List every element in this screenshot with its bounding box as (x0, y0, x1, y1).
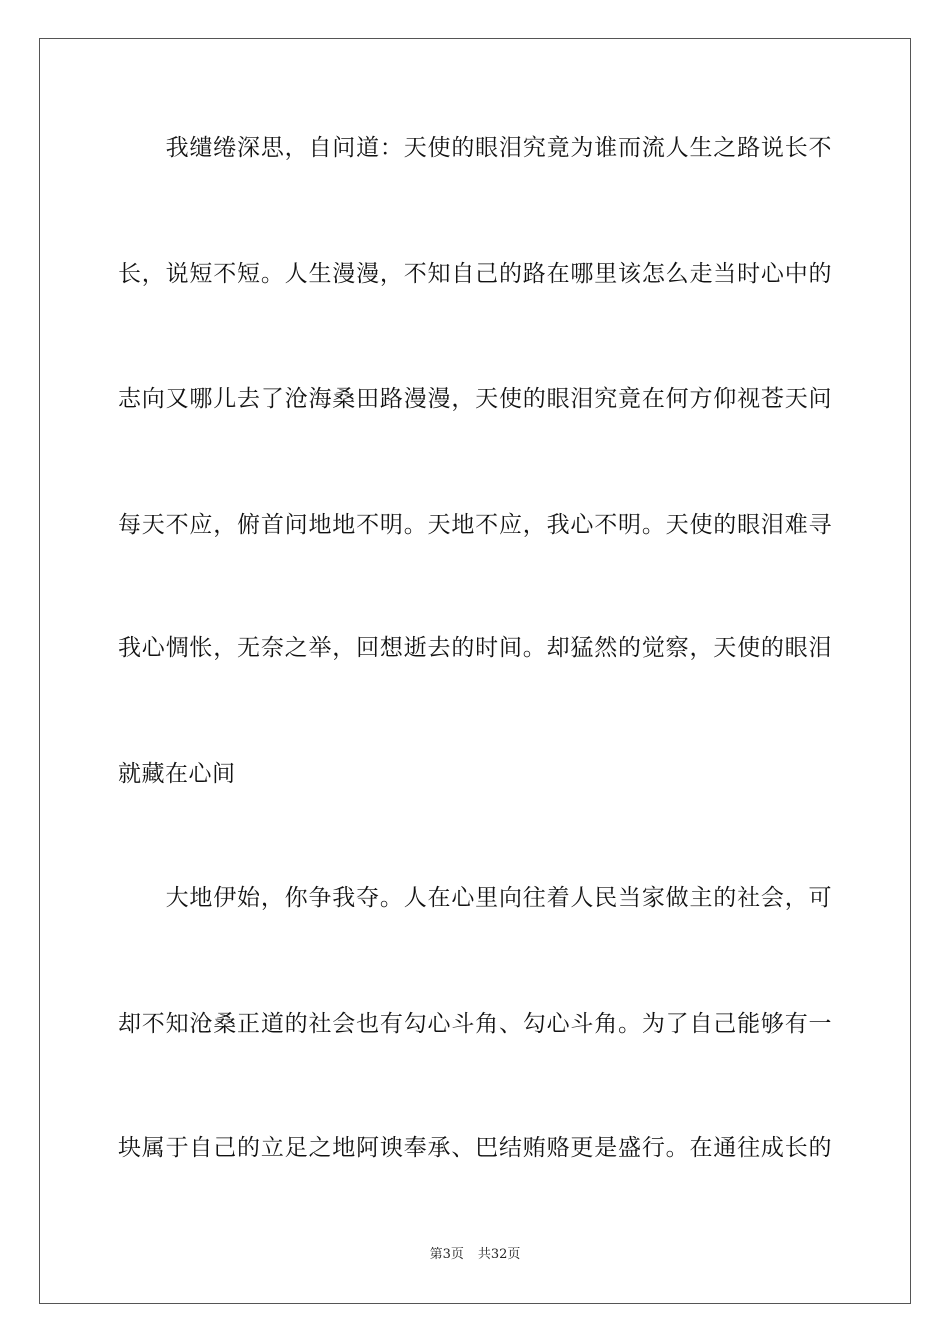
text-line: 大地伊始，你争我夺。人在心里向往着人民当家做主的社会，可 (118, 885, 832, 911)
text-line: 却不知沧桑正道的社会也有勾心斗角、勾心斗角。为了自己能够有一 (118, 1011, 832, 1037)
total-pages: 共32页 (477, 1247, 521, 1262)
text-line: 我缱绻深思，自问道：天使的眼泪究竟为谁而流人生之路说长不 (118, 135, 832, 161)
text-line: 我心惆怅，无奈之举，回想逝去的时间。却猛然的觉察，天使的眼泪 (118, 635, 832, 661)
text-line: 长，说短不短。人生漫漫，不知自己的路在哪里该怎么走当时心中的 (118, 261, 832, 287)
text-line: 就藏在心间 (118, 761, 236, 787)
text-line: 块属于自己的立足之地阿谀奉承、巴结贿赂更是盛行。在通往成长的 (118, 1135, 832, 1161)
text-line: 志向又哪儿去了沧海桑田路漫漫，天使的眼泪究竟在何方仰视苍天问 (118, 386, 832, 412)
page-border (39, 38, 911, 1304)
page-number: 第3页 (429, 1247, 464, 1262)
page-footer (0, 1246, 950, 1264)
text-line: 每天不应，俯首问地地不明。天地不应，我心不明。天使的眼泪难寻 (118, 512, 832, 538)
